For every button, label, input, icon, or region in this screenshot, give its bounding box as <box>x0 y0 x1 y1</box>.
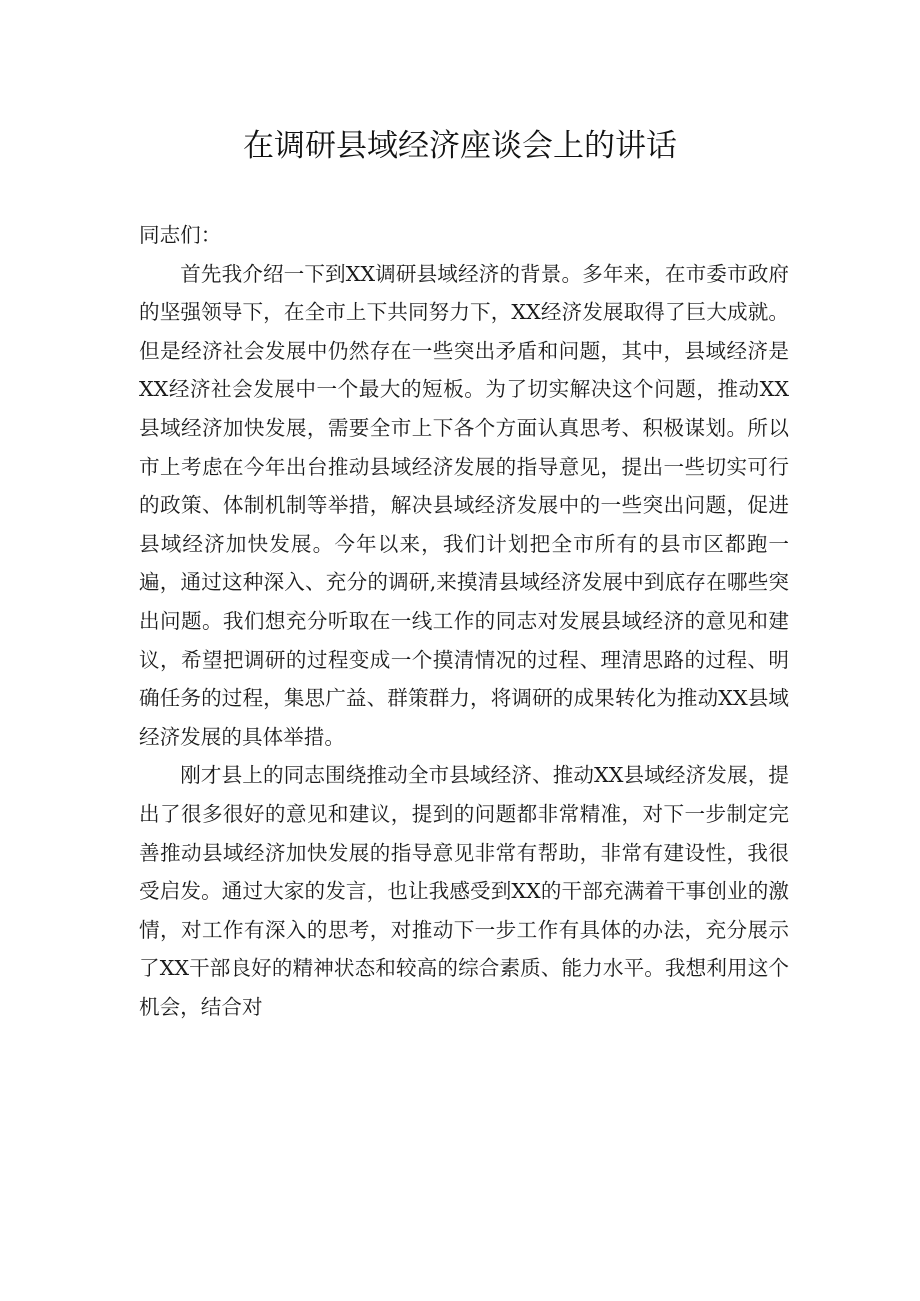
paragraph-1: 首先我介绍一下到XX调研县域经济的背景。多年来，在市委市政府的坚强领导下，在全市上下共同努力下，XX经济发展取得了巨大成就。但是经济社会发展中仍然存在一些突出矛盾和问题，其中，县域经济是XX经济社会发展中一个最大的短板。为了切实解决这个问题，推动XX县域经济加快发展，需要全市上下各个方面认真思考、积极谋划。所以市上考虑在今年出台推动县域经济发展的指导意见，提出一些切实可行的政策、体制机制等举措，解决县域经济发展中的一些突出问题，促进县域经济加快发展。今年以来，我们计划把全市所有的县市区都跑一遍，通过这种深入、充分的调研,来摸清县域经济发展中到底存在哪些突出问题。我们想充分听取在一线工作的同志对发展县域经济的意见和建议，希望把调研的过程变成一个摸清情况的过程、理清思路的过程、明确任务的过程，集思广益、群策群力，将调研的成果转化为推动XX县域经济发展的具体举措。 <box>139 261 789 749</box>
paragraph-2: 刚才县上的同志围绕推动全市县域经济、推动XX县域经济发展，提出了很多很好的意见和建议，提到的问题都非常精准，对下一步制定完善推动县域经济加快发展的指导意见非常有帮助，非常有建设性，我很受启发。通过大家的发言，也让我感受到XX的干部充满着干事创业的激情，对工作有深入的思考，对推动下一步工作有具体的办法，充分展示了XX干部良好的精神状态和较高的综合素质、能力水平。我想利用这个机会，结合对 <box>139 763 789 1019</box>
document-body <box>139 216 789 1026</box>
document-title: 在调研县域经济座谈会上的讲话 <box>243 128 677 164</box>
salutation: 同志们： <box>139 223 222 247</box>
